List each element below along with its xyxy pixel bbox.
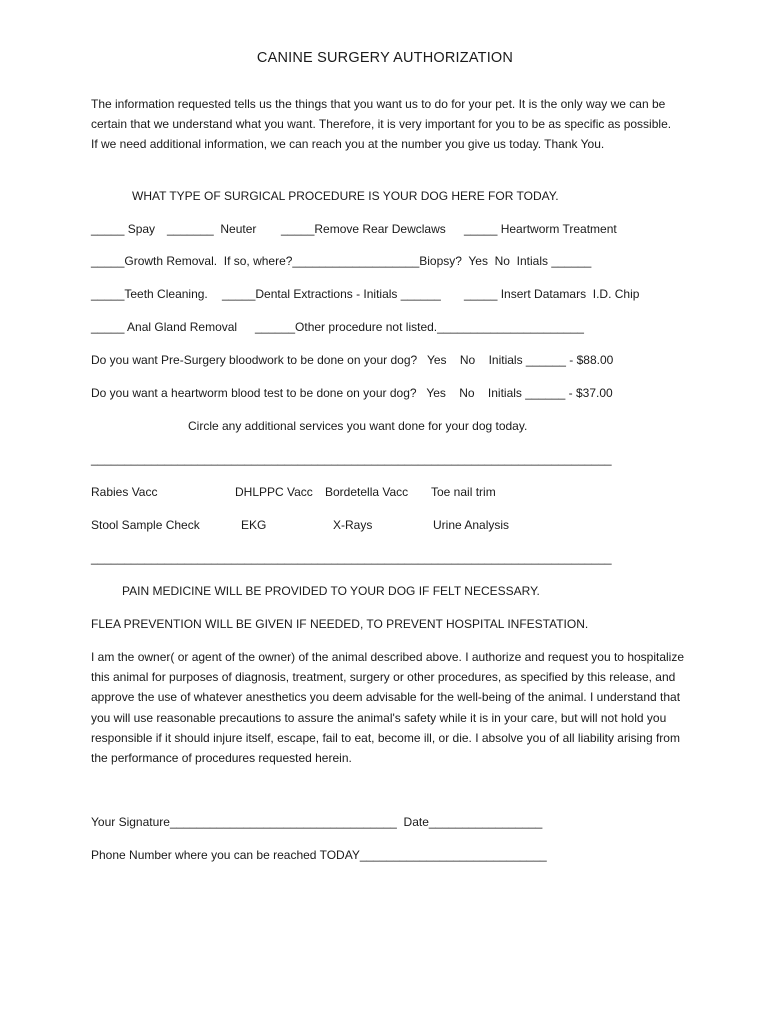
additional-services-prompt: Circle any additional services you want done for your dog today. [188, 419, 528, 433]
service-toenail[interactable]: Toe nail trim [431, 485, 496, 499]
heartworm-treatment-option[interactable]: _____ Heartworm Treatment [464, 222, 617, 236]
service-rabies[interactable]: Rabies Vacc [91, 485, 158, 499]
form-title: CANINE SURGERY AUTHORIZATION [256, 50, 514, 66]
divider-bottom: ______________________________________________________________________________ [91, 551, 612, 565]
service-stool[interactable]: Stool Sample Check [91, 518, 200, 532]
service-ekg[interactable]: EKG [241, 518, 267, 532]
pain-notice: PAIN MEDICINE WILL BE PROVIDED TO YOUR DOG IF FELT NECESSARY. [122, 584, 540, 598]
spay-option[interactable]: _____ Spay [91, 222, 156, 236]
flea-notice: FLEA PREVENTION WILL BE GIVEN IF NEEDED, TO PREVENT HOSPITAL INFESTATION. [91, 617, 589, 631]
other-procedure-option[interactable]: ______Other procedure not listed.______________________ [255, 320, 584, 334]
signature-line[interactable]: Your Signature__________________________________ Date_________________ [91, 815, 543, 829]
bloodwork-question[interactable]: Do you want Pre-Surgery bloodwork to be done on your dog? Yes No Initials ______ - $88.00 [91, 353, 614, 367]
growth-removal-option[interactable]: _____Growth Removal. If so, where?___________________Biopsy? Yes No Intials ______ [91, 254, 592, 268]
procedure-question: WHAT TYPE OF SURGICAL PROCEDURE IS YOUR DOG HERE FOR TODAY. [132, 189, 559, 203]
divider-top: ______________________________________________________________________________ [91, 452, 612, 466]
dental-extractions-option[interactable]: _____Dental Extractions - Initials ______ [222, 287, 441, 301]
service-xrays[interactable]: X-Rays [333, 518, 373, 532]
datamars-chip-option[interactable]: _____ Insert Datamars I.D. Chip [464, 287, 640, 301]
anal-gland-option[interactable]: _____ Anal Gland Removal [91, 320, 238, 334]
neuter-option[interactable]: _______ Neuter [167, 222, 257, 236]
service-bordetella[interactable]: Bordetella Vacc [325, 485, 409, 499]
intro-paragraph: The information requested tells us the things that you want us to do for your pet. It is the only way we can be certain that we understand what you want. Therefore, it is very important for you to be as specific as possible. If we need additional information, we can reach you at the number you give us today. Thank You. [91, 97, 672, 151]
phone-line[interactable]: Phone Number where you can be reached TODAY____________________________ [91, 848, 547, 862]
teeth-cleaning-option[interactable]: _____Teeth Cleaning. [91, 287, 208, 301]
dewclaws-option[interactable]: _____Remove Rear Dewclaws [281, 222, 446, 236]
service-dhlppc[interactable]: DHLPPC Vacc [235, 485, 313, 499]
consent-paragraph: I am the owner( or agent of the owner) of the animal described above. I authorize and request you to hospitalize this animal for purposes of diagnosis, treatment, surgery or other procedures, as specified by this release, and approve the use of whatever anesthetics you deem advisable for the well-being of the animal. I understand that you will use reasonable precautions to assure the animal's safety while it is in your care, but will not hold you responsible if it should injure itself, escape, fail to eat, become ill, or die. I absolve you of all liability arising from the performance of procedures requested herein. [91, 650, 685, 766]
heartworm-test-question[interactable]: Do you want a heartworm blood test to be done on your dog? Yes No Initials ______ - $37.00 [91, 386, 613, 400]
service-urine[interactable]: Urine Analysis [433, 518, 510, 532]
